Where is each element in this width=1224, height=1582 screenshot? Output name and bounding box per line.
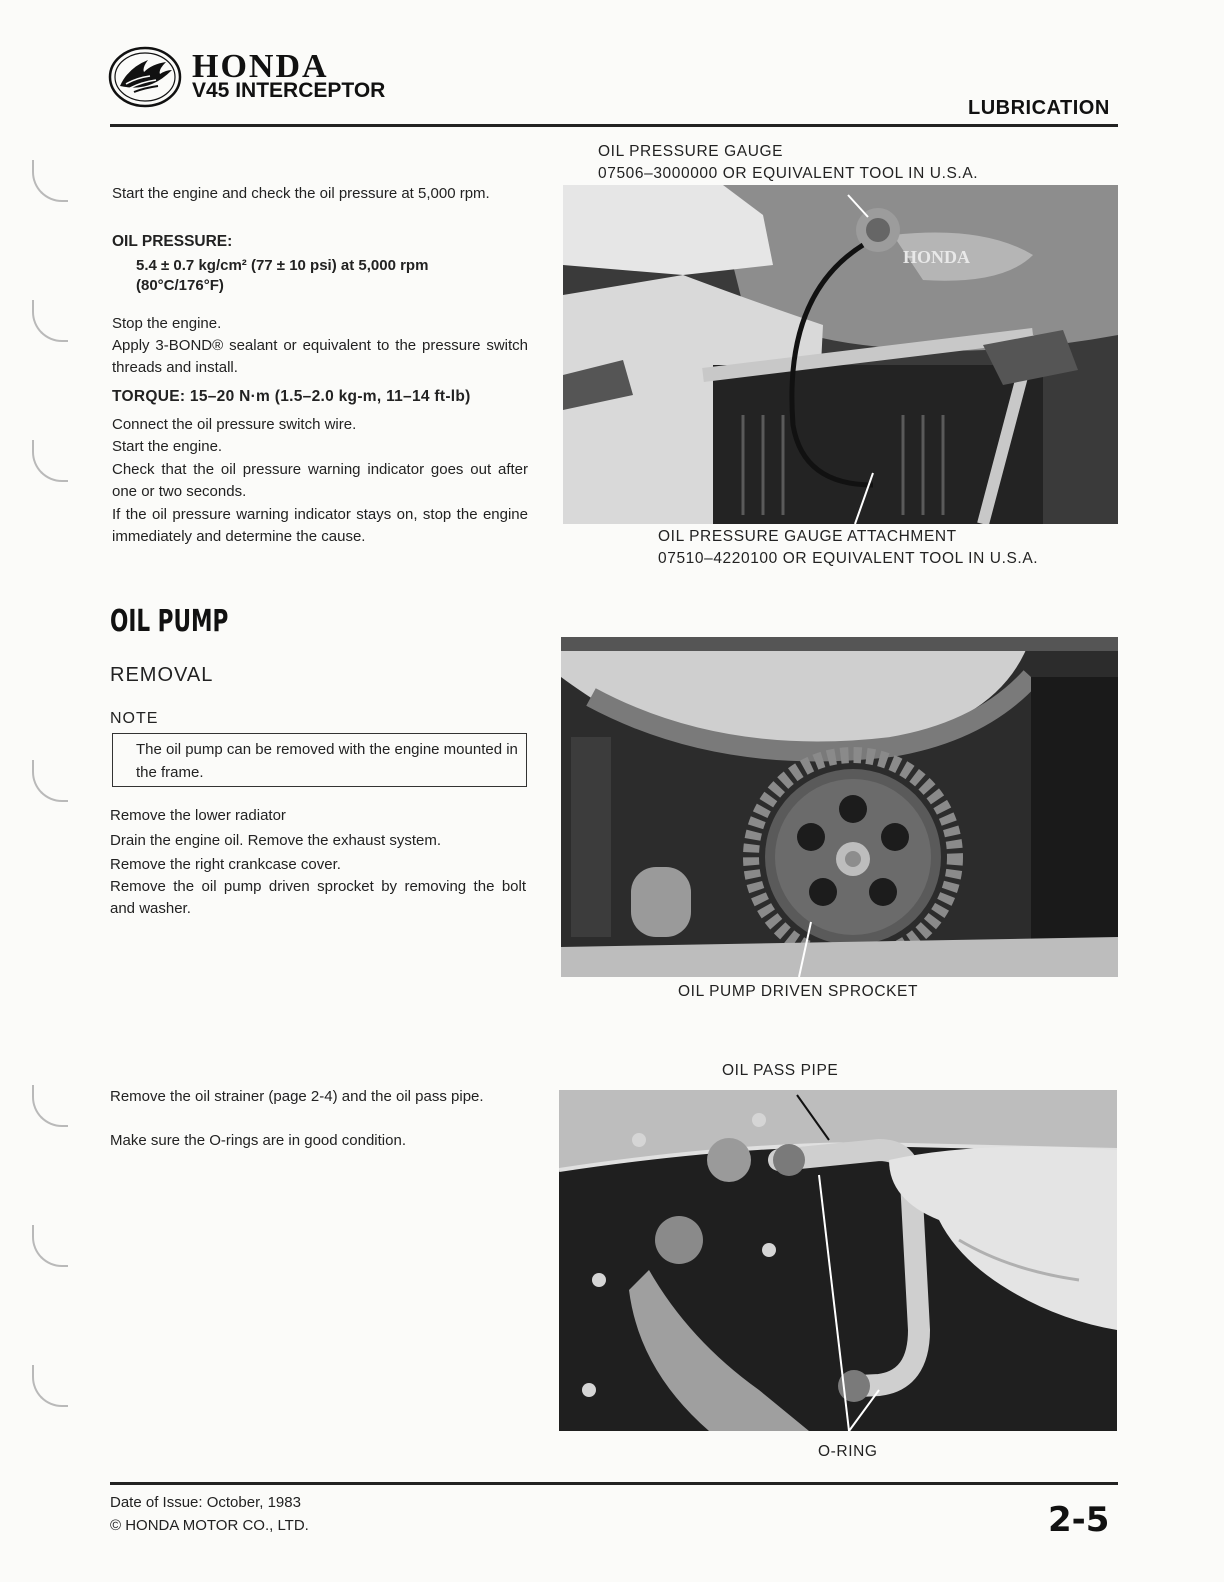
honda-wing-logo-icon bbox=[108, 46, 182, 108]
footer-rule bbox=[110, 1482, 1118, 1485]
connect-wire-text: Connect the oil pressure switch wire. bbox=[112, 416, 357, 433]
stop-engine-text: Stop the engine. bbox=[112, 315, 222, 332]
removal-step-sprocket: Remove the oil pump driven sprocket by removing the bolt and washer. bbox=[110, 878, 526, 917]
apply-sealant-text: Apply 3-BOND® sealant or equivalent to the pressure switch threads and install. bbox=[112, 337, 528, 376]
binder-hole bbox=[32, 760, 68, 802]
oil-pressure-value: 5.4 ± 0.7 kg/cm² (77 ± 10 psi) at 5,000 rpm bbox=[136, 257, 429, 274]
footer-issue-date: Date of Issue: October, 1983 bbox=[110, 1494, 301, 1511]
oil-pressure-temp: (80°C/176°F) bbox=[136, 277, 224, 294]
o-ring-caption: O-RING bbox=[818, 1443, 878, 1460]
oil-pump-heading: OIL PUMP bbox=[110, 604, 229, 639]
check-indicator-text: Check that the oil pressure warning indicator goes out after one or two seconds. bbox=[112, 461, 528, 500]
indicator-stays-on-text: If the oil pressure warning indicator stays on, stop the engine immediately and determine the cause. bbox=[112, 506, 528, 545]
tank-honda-text: HONDA bbox=[903, 247, 970, 267]
oil-pressure-gauge-caption: OIL PRESSURE GAUGE bbox=[598, 143, 784, 160]
binder-hole bbox=[32, 300, 68, 342]
driven-sprocket-photo bbox=[561, 637, 1118, 977]
binder-hole bbox=[32, 440, 68, 482]
removal-step-drain: Drain the engine oil. Remove the exhaust system. bbox=[110, 832, 442, 849]
binder-hole bbox=[32, 1085, 68, 1127]
gauge-attachment-tool-number: 07510–4220100 OR EQUIVALENT TOOL IN U.S.A. bbox=[658, 550, 1039, 567]
header-rule bbox=[110, 124, 1118, 127]
oil-pressure-gauge-photo bbox=[563, 185, 1118, 524]
page-number: 2-5 bbox=[1048, 1500, 1110, 1540]
oil-pass-pipe-caption: OIL PASS PIPE bbox=[722, 1062, 839, 1079]
removal-subheading: REMOVAL bbox=[110, 664, 214, 686]
note-label: NOTE bbox=[110, 710, 159, 727]
brand-name: HONDA bbox=[192, 48, 329, 85]
footer-copyright: © HONDA MOTOR CO., LTD. bbox=[110, 1517, 309, 1534]
remove-strainer-text: Remove the oil strainer (page 2-4) and the oil pass pipe. bbox=[110, 1088, 484, 1105]
oil-pass-pipe-photo bbox=[559, 1090, 1117, 1431]
removal-step-radiator: Remove the lower radiator bbox=[110, 807, 286, 824]
oil-pressure-gauge-tool-number: 07506–3000000 OR EQUIVALENT TOOL IN U.S.A. bbox=[598, 165, 979, 182]
note-box: The oil pump can be removed with the engine mounted in the frame. bbox=[112, 733, 527, 787]
driven-sprocket-caption: OIL PUMP DRIVEN SPROCKET bbox=[678, 983, 919, 1000]
binder-hole bbox=[32, 1225, 68, 1267]
binder-hole bbox=[32, 160, 68, 202]
removal-step-cover: Remove the right crankcase cover. bbox=[110, 856, 341, 873]
model-name: V45 INTERCEPTOR bbox=[192, 79, 386, 102]
start-engine-text: Start the engine. bbox=[112, 438, 223, 455]
check-o-rings-text: Make sure the O-rings are in good condition. bbox=[110, 1132, 406, 1149]
intro-text: Start the engine and check the oil pressure at 5,000 rpm. bbox=[112, 185, 490, 202]
section-title: LUBRICATION bbox=[968, 97, 1110, 119]
oil-pressure-label: OIL PRESSURE: bbox=[112, 233, 233, 250]
gauge-attachment-caption: OIL PRESSURE GAUGE ATTACHMENT bbox=[658, 528, 957, 545]
binder-hole bbox=[32, 1365, 68, 1407]
torque-spec: TORQUE: 15–20 N·m (1.5–2.0 kg-m, 11–14 ft-lb) bbox=[112, 388, 471, 405]
